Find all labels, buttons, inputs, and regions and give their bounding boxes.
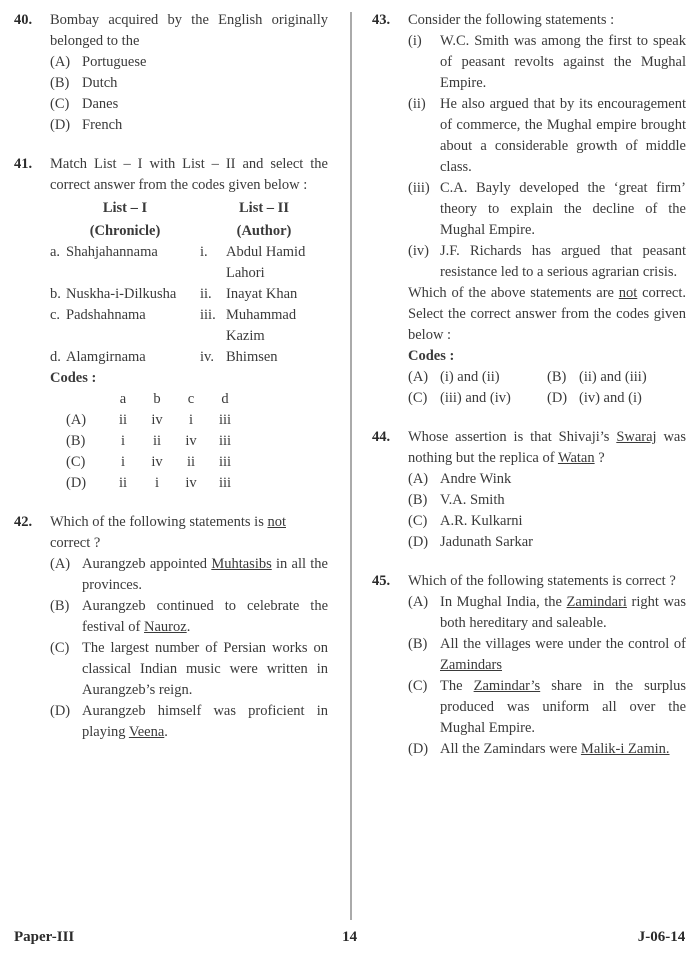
codes-option-text: (ii) and (iii) — [579, 369, 647, 385]
statement-i — [408, 31, 686, 94]
question-tail — [408, 283, 686, 346]
codes-value: iii — [218, 475, 232, 491]
codes-value: ii — [118, 412, 128, 428]
option-label: (C) — [408, 678, 428, 694]
option-text — [82, 554, 328, 596]
footer-code: J-06-14 — [637, 929, 686, 945]
match-row — [50, 305, 328, 347]
question-number: 40. — [14, 12, 33, 28]
option-emphasis: Veena — [128, 724, 165, 740]
codes-option-text: (iv) and (i) — [579, 390, 642, 406]
option-label: (B) — [50, 598, 70, 614]
spacer — [14, 140, 328, 154]
codes-value: i — [188, 412, 194, 428]
statements-list — [408, 31, 686, 283]
match-list-headers — [50, 198, 328, 219]
match-row — [50, 347, 328, 368]
codes-value: iv — [151, 412, 163, 428]
option-b[interactable] — [50, 73, 328, 94]
match-row — [50, 242, 328, 284]
match-right-key: iv. — [200, 349, 214, 365]
option-a[interactable] — [408, 592, 686, 634]
match-right-text: Inayat Khan — [226, 286, 298, 302]
question-number: 42. — [14, 514, 33, 530]
option-label: (D) — [408, 534, 429, 550]
option-text — [440, 592, 686, 634]
statement-label: (i) — [408, 33, 422, 49]
question-stem: Match List – I with List – II and select the correct answer from the codes given below : — [50, 156, 328, 193]
option-c[interactable] — [50, 94, 328, 115]
option-a[interactable] — [50, 554, 328, 596]
question-45 — [372, 571, 686, 760]
codes-option-label: (C) — [408, 390, 428, 406]
codes-option-label: (D) — [547, 390, 568, 406]
question-number: 43. — [372, 12, 391, 28]
statement-label: (iii) — [408, 180, 430, 196]
option-part: All the Zamindars were — [440, 741, 581, 757]
option-c[interactable] — [408, 511, 686, 532]
stem-part: was nothing but the replica of — [408, 429, 686, 466]
option-b[interactable] — [408, 490, 686, 511]
match-right-text: Abdul Hamid Lahori — [226, 244, 306, 281]
option-part: right was both hereditary and saleable. — [440, 594, 686, 631]
codes-col-a: a — [119, 391, 127, 407]
two-column-layout — [14, 10, 686, 910]
match-left-text: Nuskha-i-Dilkusha — [66, 286, 177, 302]
options-list — [50, 52, 328, 136]
codes-option-d[interactable] — [547, 388, 686, 409]
stem-part: ? — [594, 450, 605, 466]
option-part: share in the surplus produced was uniform all over the Mughal Empire. — [440, 678, 686, 736]
codes-col-c: c — [187, 391, 195, 407]
option-part: in all the provinces. — [82, 556, 328, 593]
option-label: (B) — [408, 492, 428, 508]
codes-option-label: (A) — [66, 412, 87, 428]
option-a[interactable] — [408, 469, 686, 490]
question-42 — [14, 512, 328, 743]
match-right-text: Muhammad Kazim — [226, 307, 297, 344]
option-d[interactable] — [408, 532, 686, 553]
codes-value: iii — [218, 454, 232, 470]
option-text: The largest number of Persian works on classical Indian music were written in Aurangzeb’s reign. — [82, 640, 328, 698]
codes-option-text: (i) and (ii) — [440, 369, 500, 385]
match-list-subheaders — [50, 221, 328, 242]
option-label: (B) — [408, 636, 428, 652]
option-part: . — [186, 619, 191, 635]
option-text: French — [82, 117, 123, 133]
codes-options-grid — [408, 367, 686, 409]
question-stem: Bombay acquired by the English originally belonged to the — [50, 12, 328, 49]
option-emphasis: Muhtasibs — [211, 556, 272, 572]
option-text: Andre Wink — [440, 471, 512, 487]
option-d[interactable] — [408, 739, 686, 760]
codes-matrix-header — [66, 389, 328, 410]
question-stem — [50, 512, 328, 554]
question-40 — [14, 10, 328, 136]
codes-option-label: (A) — [408, 369, 429, 385]
option-c[interactable] — [408, 676, 686, 739]
question-stem — [408, 427, 686, 469]
list-1-title: List – I — [102, 200, 148, 216]
statement-iii — [408, 178, 686, 241]
list-2-subtitle: (Author) — [236, 223, 292, 239]
option-emphasis: Zamindars — [440, 657, 503, 673]
codes-option-label: (B) — [66, 433, 86, 449]
option-label: (C) — [50, 96, 70, 112]
match-right-key: ii. — [200, 286, 212, 302]
statement-label: (ii) — [408, 96, 426, 112]
codes-option-c[interactable] — [408, 388, 547, 409]
match-left-key: d. — [50, 349, 61, 365]
option-label: (B) — [50, 75, 70, 91]
option-label: (A) — [50, 54, 71, 70]
option-emphasis: Zamindari — [566, 594, 627, 610]
codes-option-a[interactable] — [408, 367, 547, 388]
options-list — [50, 554, 328, 743]
match-left-key: a. — [50, 244, 61, 260]
statement-label: (iv) — [408, 243, 429, 259]
option-text: V.A. Smith — [440, 492, 505, 508]
codes-value: ii — [118, 475, 128, 491]
option-label: (C) — [408, 513, 428, 529]
codes-option-label: (C) — [66, 454, 86, 470]
list-1-subtitle: (Chronicle) — [89, 223, 161, 239]
option-label: (A) — [50, 556, 71, 572]
match-right-key: iii. — [200, 307, 216, 323]
codes-option-d[interactable] — [66, 473, 328, 494]
question-number: 45. — [372, 573, 391, 589]
codes-option-b[interactable] — [547, 367, 686, 388]
stem-emphasis-watan: Watan — [557, 450, 595, 466]
option-text — [440, 634, 686, 676]
codes-matrix — [66, 389, 328, 494]
stem-part: correct ? — [50, 535, 101, 551]
option-label: (D) — [408, 741, 429, 757]
option-text — [82, 596, 328, 638]
codes-option-a[interactable] — [66, 410, 328, 431]
match-left-key: c. — [50, 307, 61, 323]
match-left-key: b. — [50, 286, 61, 302]
codes-value: i — [120, 433, 126, 449]
tail-part: correct. Select the correct answer from the codes given below : — [408, 285, 686, 343]
tail-part: Which of the above statements are — [408, 285, 619, 301]
option-emphasis: Malik-i Zamin. — [580, 741, 670, 757]
option-label: (A) — [408, 471, 429, 487]
option-label: (C) — [50, 640, 70, 656]
question-43 — [372, 10, 686, 409]
option-emphasis: Nauroz — [144, 619, 187, 635]
tail-emphasis: not — [618, 285, 638, 301]
option-text — [82, 701, 328, 743]
codes-value: i — [120, 454, 126, 470]
codes-option-b[interactable] — [66, 431, 328, 452]
stem-emphasis-swaraj: Swaraj — [616, 429, 657, 445]
statement-text: He also argued that by its encouragement of commerce, the Mughal empire brought about a considerable growth of middle class. — [440, 96, 686, 175]
option-text — [440, 739, 686, 760]
option-text: Dutch — [82, 75, 118, 91]
codes-col-d: d — [221, 391, 229, 407]
option-part: . — [164, 724, 168, 740]
codes-value: i — [154, 475, 160, 491]
spacer — [14, 498, 328, 512]
option-text: Jadunath Sarkar — [440, 534, 534, 550]
stem-emphasis: not — [267, 514, 286, 530]
option-d[interactable] — [50, 701, 328, 743]
match-right-text: Bhimsen — [226, 349, 278, 365]
option-text — [440, 676, 686, 739]
question-stem: Consider the following statements : — [408, 12, 615, 28]
question-stem: Which of the following statements is correct ? — [408, 573, 676, 589]
codes-value: iv — [185, 433, 197, 449]
codes-label: Codes : — [50, 370, 97, 386]
option-c[interactable] — [50, 638, 328, 701]
options-list — [408, 469, 686, 553]
codes-option-label: (D) — [66, 475, 87, 491]
codes-value: ii — [186, 454, 196, 470]
option-part: Aurangzeb continued to celebrate the festival of — [82, 598, 328, 635]
option-part: The — [440, 678, 474, 694]
left-column — [14, 10, 350, 910]
option-part: Aurangzeb himself was proficient in playing — [82, 703, 328, 740]
option-b[interactable] — [408, 634, 686, 676]
statement-text: W.C. Smith was among the first to speak of peasant revolts against the Mughal Empire. — [440, 33, 686, 91]
match-left-text: Alamgirnama — [66, 349, 146, 365]
statement-iv — [408, 241, 686, 283]
column-divider — [350, 12, 352, 920]
option-label: (A) — [408, 594, 429, 610]
codes-value: iv — [151, 454, 163, 470]
stem-part: Whose assertion is that Shivaji’s — [408, 429, 617, 445]
codes-value: ii — [152, 433, 162, 449]
match-left-text: Shahjahannama — [66, 244, 158, 260]
option-label: (D) — [50, 703, 71, 719]
option-d[interactable] — [50, 115, 328, 136]
option-b[interactable] — [50, 596, 328, 638]
codes-value: iv — [185, 475, 197, 491]
option-text: A.R. Kulkarni — [440, 513, 523, 529]
question-41 — [14, 154, 328, 494]
codes-col-b: b — [153, 391, 161, 407]
match-right-key: i. — [200, 244, 208, 260]
option-part: In Mughal India, the — [440, 594, 567, 610]
stem-part: Which of the following statements is — [50, 514, 268, 530]
codes-option-label: (B) — [547, 369, 567, 385]
codes-value: iii — [218, 433, 232, 449]
option-emphasis: Zamindar’s — [473, 678, 541, 694]
codes-header-blank — [66, 389, 106, 410]
statement-text: C.A. Bayly developed the ‘great firm’ theory to explain the decline of the Mughal Empire. — [440, 180, 686, 238]
codes-option-c[interactable] — [66, 452, 328, 473]
question-number: 41. — [14, 156, 33, 172]
statement-ii — [408, 94, 686, 178]
option-part: Aurangzeb appointed — [82, 556, 212, 572]
codes-value: iii — [218, 412, 232, 428]
list-2-title: List – II — [239, 200, 289, 216]
codes-label: Codes : — [408, 348, 455, 364]
footer-page-number: 14 — [342, 929, 358, 945]
option-part: All the villages were under the control of — [440, 636, 686, 652]
spacer — [372, 413, 686, 427]
right-column — [350, 10, 686, 910]
match-row — [50, 284, 328, 305]
option-label: (D) — [50, 117, 71, 133]
option-a[interactable] — [50, 52, 328, 73]
match-left-text: Padshahnama — [66, 307, 146, 323]
statement-text: J.F. Richards has argued that peasant resistance led to a serious agrarian crisis. — [440, 243, 686, 280]
option-text: Portuguese — [82, 54, 147, 70]
spacer — [372, 557, 686, 571]
options-list — [408, 592, 686, 760]
page-footer — [14, 929, 686, 946]
codes-option-text: (iii) and (iv) — [440, 390, 511, 406]
question-number: 44. — [372, 429, 391, 445]
option-text: Danes — [82, 96, 119, 112]
question-44 — [372, 427, 686, 553]
footer-paper-label: Paper-III — [14, 929, 75, 945]
